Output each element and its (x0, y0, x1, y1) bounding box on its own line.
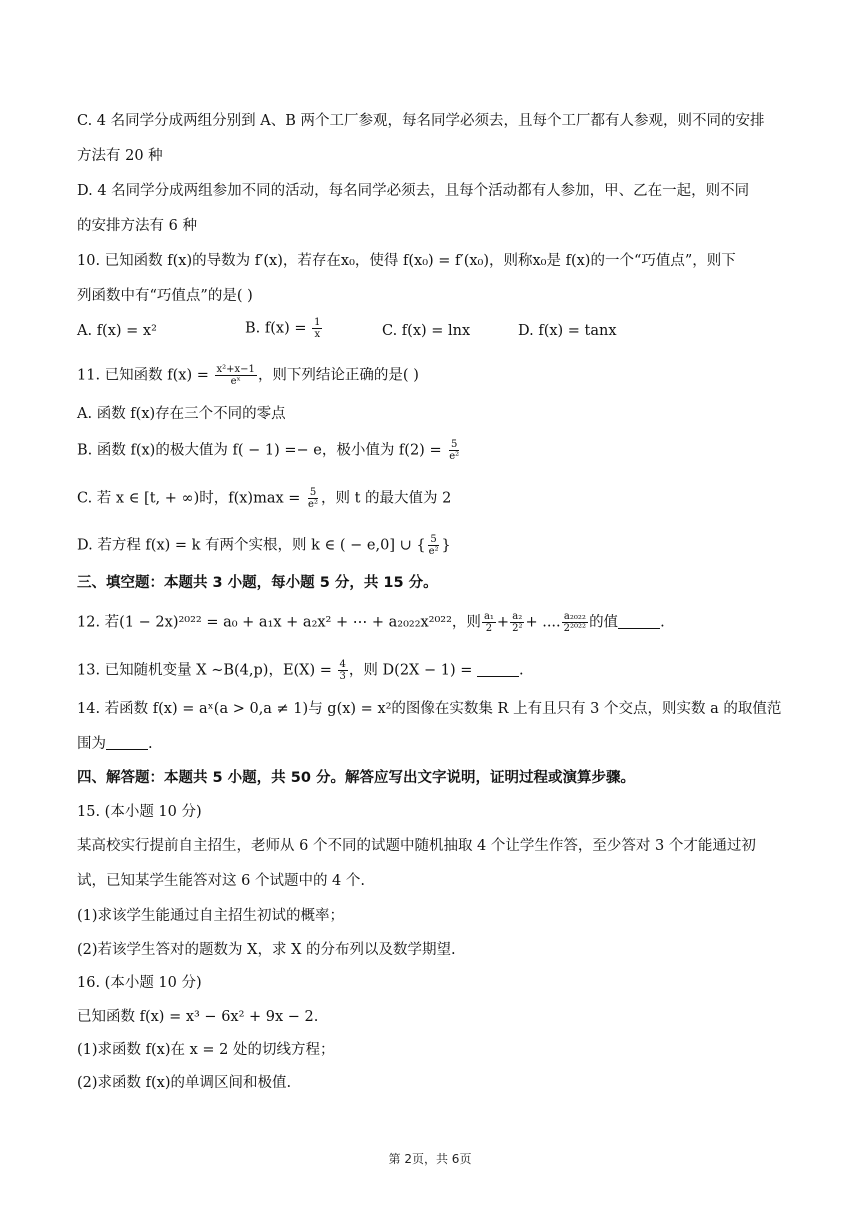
fraction-denominator: 3 (339, 671, 346, 682)
q16-stem: 已知函数 f(x) = x³ − 6x² + 9x − 2. (77, 1009, 319, 1025)
q13-prefix: 13. 已知随机变量 X ∼B(4,p)，E(X) = (77, 662, 337, 679)
fraction-numerator: 5 (309, 487, 317, 498)
q15-part-2: (2)若该学生答对的题数为 X，求 X 的分布列以及数学期望. (77, 942, 456, 958)
q11-stem-suffix: ，则下列结论正确的是( ) (257, 367, 419, 384)
q10-option-a: A. f(x) = x² (77, 323, 157, 339)
q14-stem-line1: 14. 若函数 f(x) = aˣ(a > 0,a ≠ 1)与 g(x) = x²的图像在实数集 R 上有且只有 3 个交点，则实数 a 的取值范 (77, 701, 782, 717)
q12-stem (77, 611, 665, 634)
q11-option-b-text: B. 函数 f(x)的极大值为 f( − 1) =− e，极小值为 f(2) = (77, 442, 447, 459)
q11-option-c (77, 487, 451, 510)
q12-plus-1: + (496, 614, 510, 631)
fraction-numerator: x²+x−1 (216, 364, 255, 375)
fraction-numerator: 5 (451, 439, 458, 450)
q13-end: . (518, 662, 524, 679)
q11-stem (77, 364, 419, 387)
q10-options (77, 317, 783, 343)
fraction-denominator: x (314, 329, 321, 340)
q11-option-b-fraction (447, 439, 461, 462)
q14-end: . (148, 736, 153, 752)
fraction-denominator: e² (428, 546, 439, 557)
q10-option-b-fraction (312, 317, 322, 340)
answer-blank[interactable] (618, 614, 660, 629)
fraction-numerator: 4 (339, 659, 346, 670)
q13-suffix: ，则 D(2X − 1) = (348, 662, 477, 679)
section-4-heading: 四、解答题：本题共 5 小题，共 50 分。解答应写出文字说明，证明过程或演算步骤。 (77, 770, 635, 786)
page-footer: 第 2页，共 6页 (388, 1152, 472, 1166)
q11-option-c-prefix: C. 若 x ∈ [t, + ∞)时，f(x)max = (77, 490, 306, 507)
fraction-numerator: a₂ (512, 611, 523, 622)
fraction-denominator: 2²⁰²² (563, 623, 587, 634)
q13-stem (77, 659, 524, 682)
q16-title: 16. (本小题 10 分) (77, 975, 202, 991)
fraction-denominator: e² (308, 499, 318, 510)
q9-option-d-line2: 的安排方法有 6 种 (77, 218, 197, 234)
fraction-denominator: e² (449, 451, 460, 462)
q11-option-c-suffix: ，则 t 的最大值为 2 (320, 490, 452, 507)
answer-blank[interactable] (106, 735, 148, 750)
q11-stem-fraction (215, 364, 257, 387)
q12-fraction-2 (510, 611, 524, 634)
q12-fraction-3 (562, 611, 588, 634)
q12-end: . (660, 614, 665, 631)
q11-option-a: A. 函数 f(x)存在三个不同的零点 (77, 406, 286, 422)
answer-blank[interactable] (477, 662, 519, 677)
q11-option-d-fraction (427, 534, 441, 557)
q12-fraction-1 (482, 611, 496, 634)
fraction-numerator: 5 (430, 534, 437, 545)
q12-prefix: 12. 若(1 − 2x)²⁰²² = a₀ + a₁x + a₂x² + ⋯ + a₂₀₂₂x²⁰²²，则 (77, 614, 481, 631)
q11-stem-prefix: 11. 已知函数 f(x) = (77, 367, 214, 384)
q12-suffix: 的值 (589, 614, 619, 631)
q10-option-b-prefix: B. f(x) = (245, 320, 312, 337)
fraction-denominator: 2² (512, 623, 523, 634)
q16-part-2: (2)求函数 f(x)的单调区间和极值. (77, 1075, 292, 1091)
q15-title: 15. (本小题 10 分) (77, 804, 202, 820)
q9-option-c-line2: 方法有 20 种 (77, 148, 163, 164)
q11-option-c-fraction (306, 487, 320, 510)
q16-part-1: (1)求函数 f(x)在 x = 2 处的切线方程； (77, 1042, 335, 1058)
q15-part-1: (1)求该学生能通过自主招生初试的概率； (77, 908, 345, 924)
q11-option-d (77, 534, 451, 557)
q14-stem-line2 (77, 734, 153, 754)
q11-option-d-prefix: D. 若方程 f(x) = k 有两个实根，则 k ∈ ( − e,0] ∪ { (77, 537, 426, 554)
q11-option-b (77, 439, 462, 462)
fraction-numerator: 1 (314, 317, 321, 328)
q9-option-d-line1: D. 4 名同学分成两组参加不同的活动，每名同学必须去，且每个活动都有人参加，甲、乙在一起，则不同 (77, 183, 750, 199)
fraction-denominator: 2 (485, 623, 493, 634)
q15-stem-line2: 试，已知某学生能答对这 6 个试题中的 4 个. (77, 873, 365, 889)
q9-option-c-line1: C. 4 名同学分成两组分别到 A、B 两个工厂参观，每名同学必须去，且每个工厂都有人参观，则不同的安排 (77, 113, 765, 129)
fraction-numerator: a₂₀₂₂ (563, 611, 586, 622)
q10-stem-line1: 10. 已知函数 f(x)的导数为 f′(x)，若存在x₀，使得 f(x₀) = f′(x₀)，则称x₀是 f(x)的一个“巧值点”，则下 (77, 253, 736, 269)
q12-plus-2: + .... (525, 614, 561, 631)
q10-option-b (245, 317, 323, 340)
q10-option-d: D. f(x) = tanx (518, 323, 617, 339)
q11-option-d-suffix: } (441, 537, 451, 554)
q10-option-c: C. f(x) = lnx (382, 323, 471, 339)
section-3-heading: 三、填空题：本题共 3 小题，每小题 5 分，共 15 分。 (77, 575, 438, 591)
fraction-numerator: a₁ (483, 611, 494, 622)
q13-fraction (338, 659, 348, 682)
q14-line2-prefix: 围为 (77, 736, 106, 752)
fraction-denominator: eˣ (230, 376, 241, 387)
q15-stem-line1: 某高校实行提前自主招生，老师从 6 个不同的试题中随机抽取 4 个让学生作答，至少答对 3 个才能通过初 (77, 838, 756, 854)
q10-stem-line2: 列函数中有“巧值点”的是( ) (77, 288, 253, 304)
